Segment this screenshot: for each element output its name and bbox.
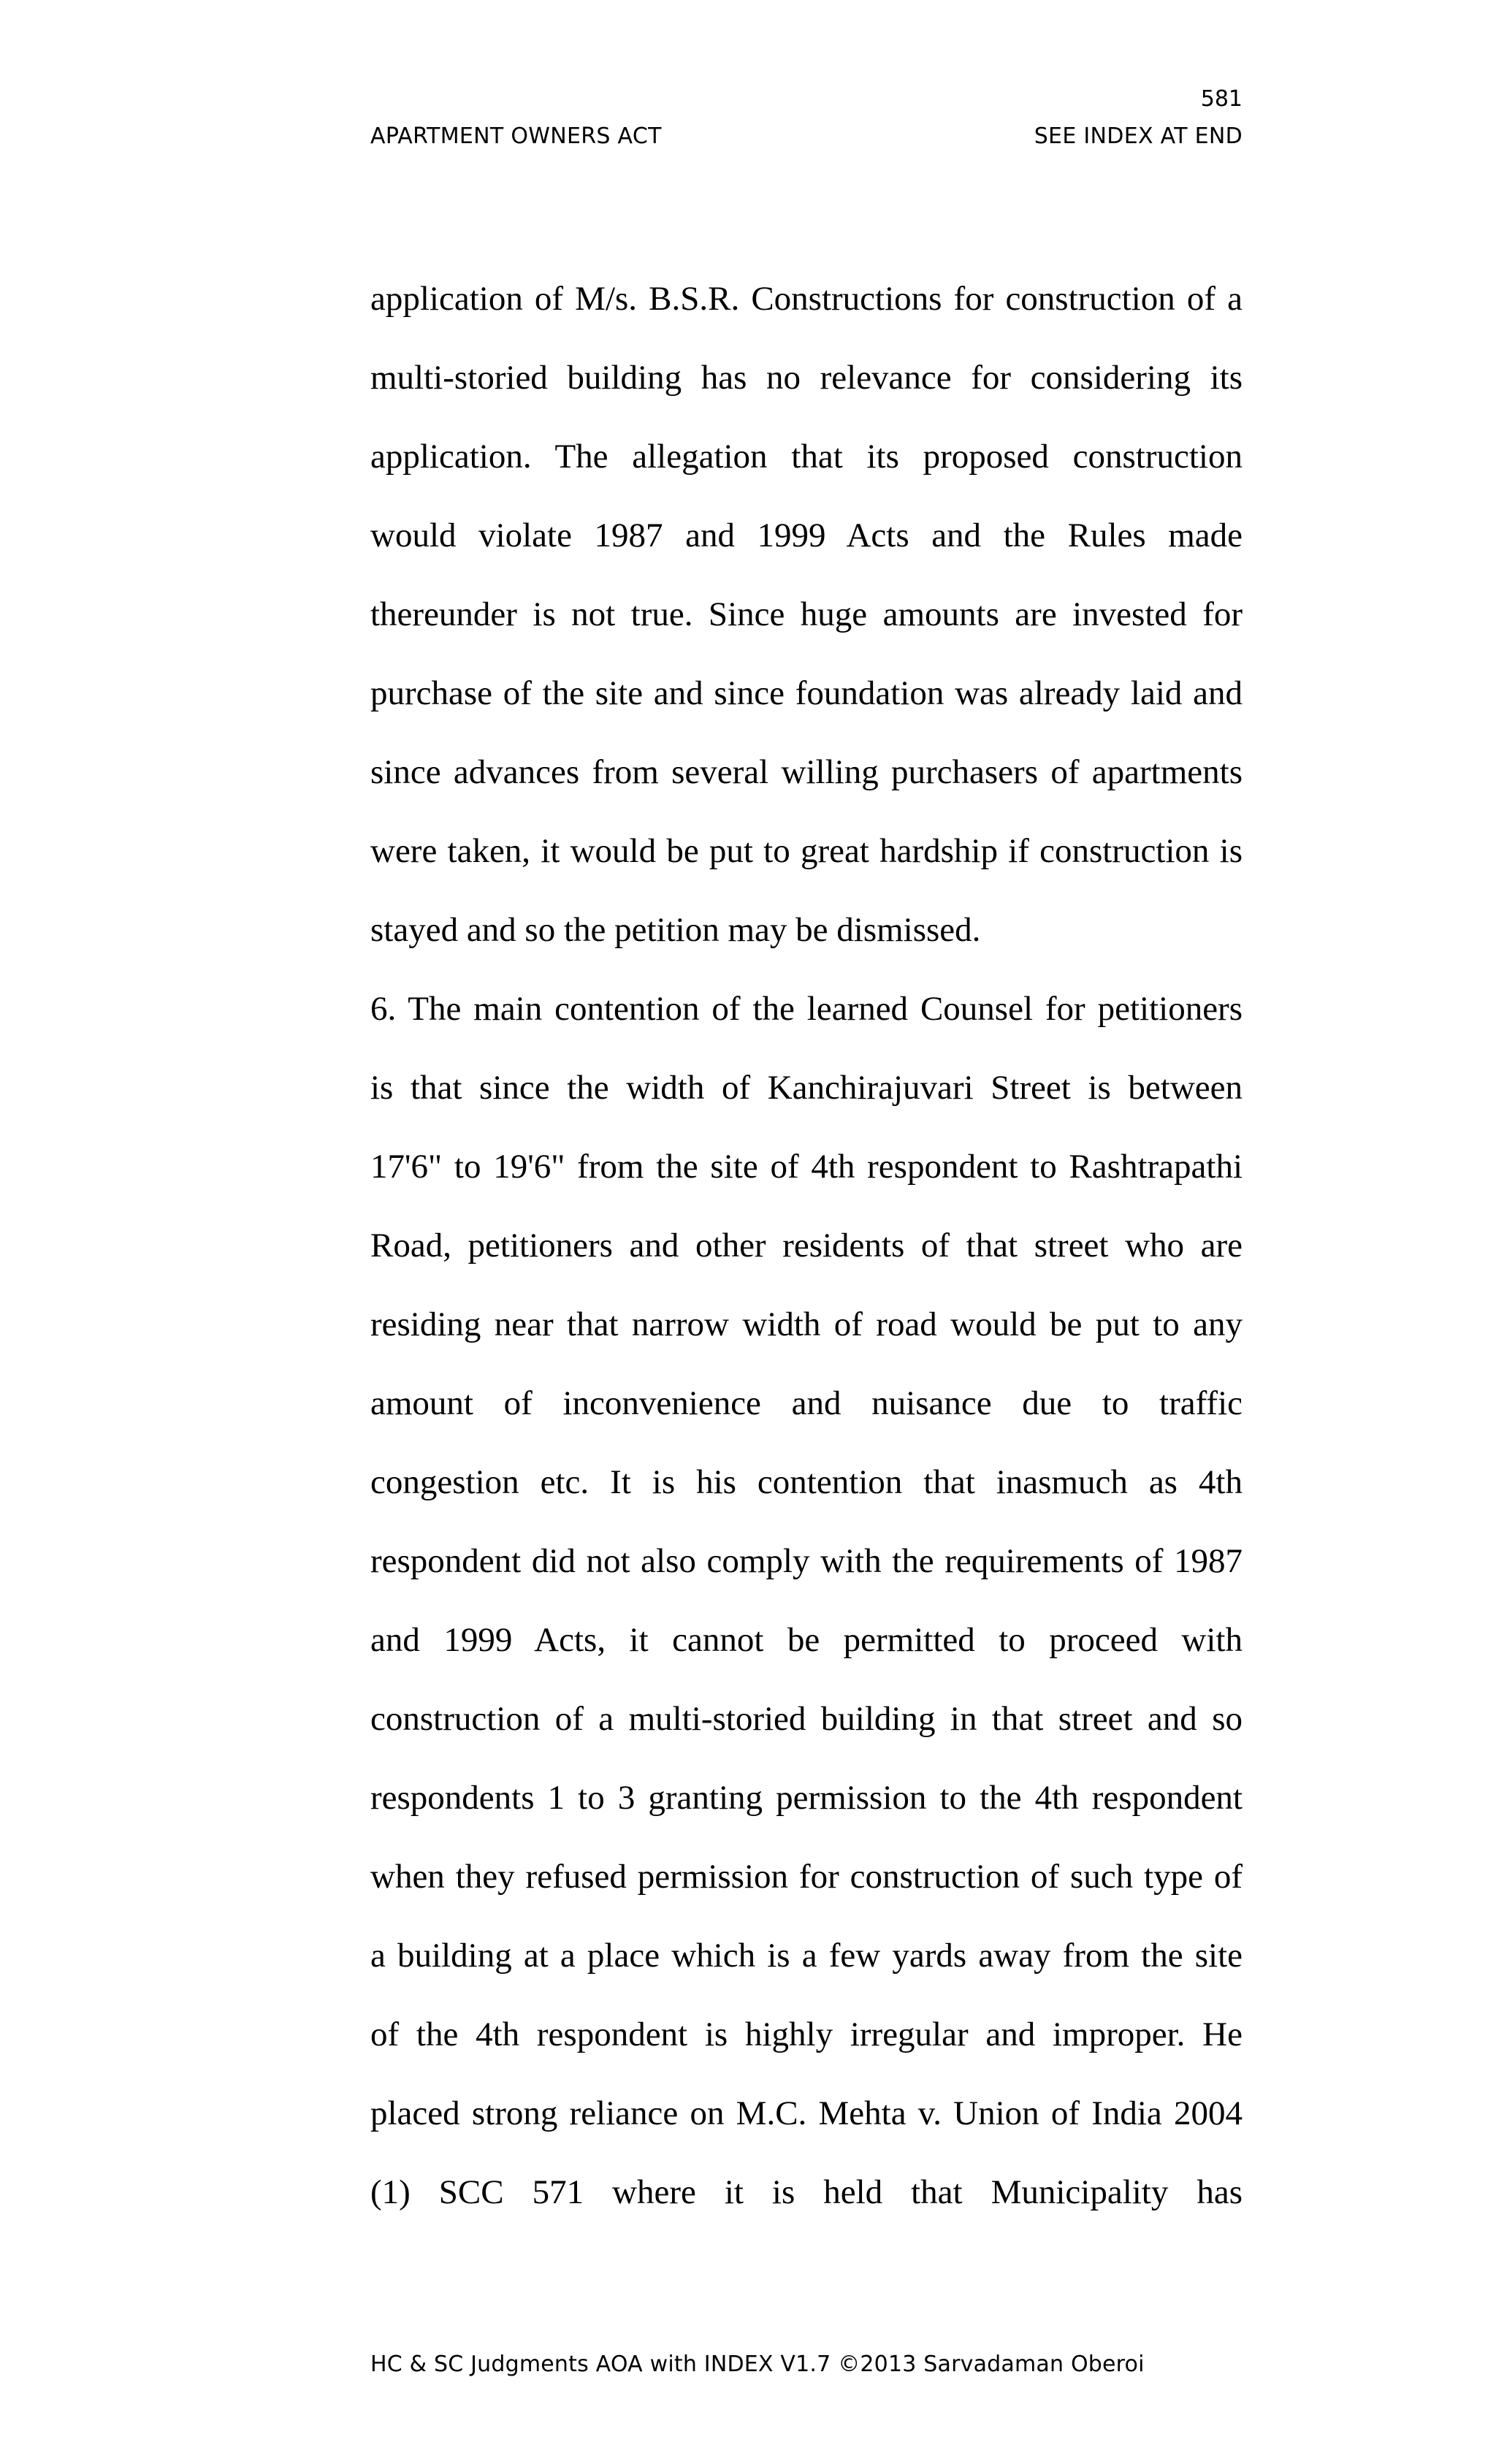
text-line: congestion etc. It is his contention that inasmuch as 4th <box>370 1463 1243 1501</box>
text-line: application of M/s. B.S.R. Constructions for construction of a <box>370 280 1243 318</box>
judgment-text <box>370 259 1243 2232</box>
text-line: respondents 1 to 3 granting permission to the 4th respondent <box>370 1779 1243 1817</box>
text-line: multi-storied building has no relevance for considering its <box>370 359 1243 397</box>
running-header-index-note: SEE INDEX AT END <box>1034 123 1243 149</box>
text-line: residing near that narrow width of road would be put to any <box>370 1305 1243 1343</box>
running-header-title: APARTMENT OWNERS ACT <box>370 123 662 149</box>
text-line: Road, petitioners and other residents of that street who are <box>370 1227 1243 1265</box>
text-line: when they refused permission for construction of such type of <box>370 1858 1243 1896</box>
text-line: since advances from several willing purchasers of apartments <box>370 753 1243 791</box>
text-line: were taken, it would be put to great hardship if construction is <box>370 832 1243 870</box>
text-line: amount of inconvenience and nuisance due to traffic <box>370 1384 1243 1422</box>
text-line: placed strong reliance on M.C. Mehta v. Union of India 2004 <box>370 2094 1243 2132</box>
text-line: purchase of the site and since foundation was already laid and <box>370 674 1243 712</box>
text-line: 17'6" to 19'6" from the site of 4th respondent to Rashtrapathi <box>370 1148 1243 1186</box>
page-number: 581 <box>1200 86 1243 112</box>
text-line: and 1999 Acts, it cannot be permitted to proceed with <box>370 1621 1243 1659</box>
text-line: thereunder is not true. Since huge amounts are invested for <box>370 595 1243 633</box>
text-line: construction of a multi-storied building in that street and so <box>370 1700 1243 1738</box>
text-line: of the 4th respondent is highly irregular and improper. He <box>370 2015 1243 2053</box>
page-footer: HC & SC Judgments AOA with INDEX V1.7 ©2013 Sarvadaman Oberoi <box>370 2352 1145 2377</box>
text-line: a building at a place which is a few yards away from the site <box>370 1937 1243 1975</box>
text-line: respondent did not also comply with the requirements of 1987 <box>370 1542 1243 1580</box>
text-line: application. The allegation that its proposed construction <box>370 438 1243 476</box>
text-line: 6. The main contention of the learned Counsel for petitioners <box>370 990 1243 1028</box>
text-line: (1) SCC 571 where it is held that Municipality has <box>370 2173 1243 2211</box>
text-line: would violate 1987 and 1999 Acts and the Rules made <box>370 516 1243 554</box>
text-line: stayed and so the petition may be dismissed. <box>370 911 981 949</box>
text-line: is that since the width of Kanchirajuvari Street is between <box>370 1069 1243 1107</box>
